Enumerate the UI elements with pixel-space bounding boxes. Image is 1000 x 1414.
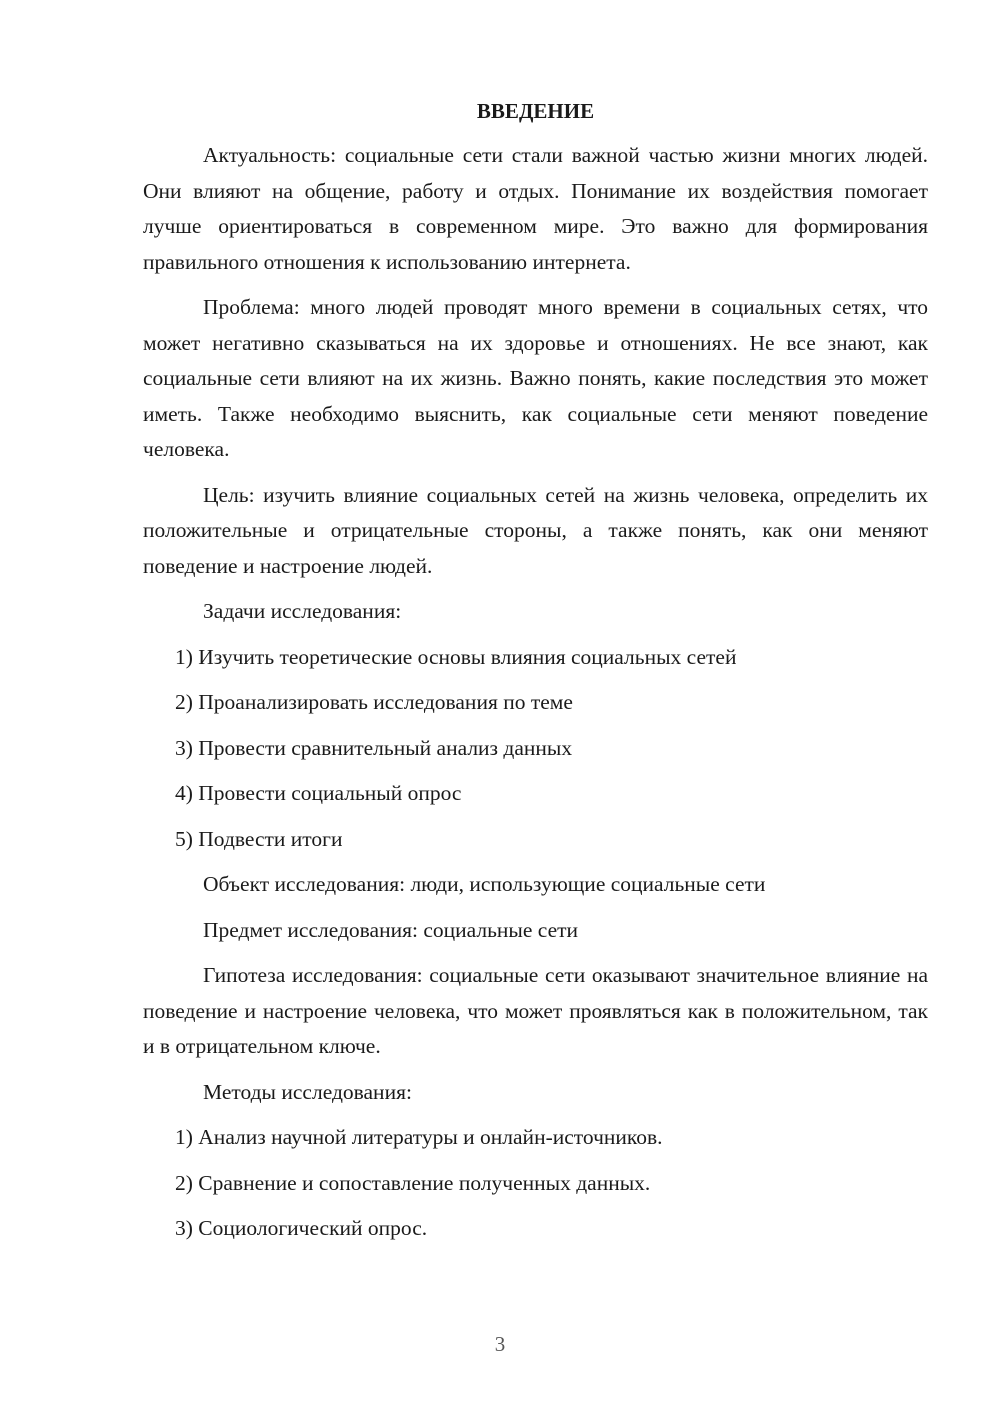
section-title: ВВЕДЕНИЕ: [476, 99, 595, 123]
page-number: 3: [494, 1332, 506, 1356]
tasks-heading: Задачи исследования:: [203, 599, 402, 623]
task-item: 2) Проанализировать исследования по теме: [175, 690, 573, 714]
task-item: 4) Провести социальный опрос: [175, 781, 462, 805]
object-line: Объект исследования: люди, использующие социальные сети: [203, 872, 766, 896]
problem-paragraph: Проблема: много людей проводят много времени в социальных сетях, что может негативно сказываться на их здоровье и отношениях. Не все знают, как социальные сети влияют на их жизнь. Важно понять, какие последствия это может иметь. Также необходимо выяснить, как социальные сети меняют поведение человека.: [143, 295, 928, 461]
task-item: 1) Изучить теоретические основы влияния социальных сетей: [175, 644, 737, 669]
task-item: 5) Подвести итоги: [175, 826, 343, 851]
method-item: 1) Анализ научной литературы и онлайн-источников.: [175, 1125, 663, 1149]
method-item: 3) Социологический опрос.: [175, 1216, 428, 1240]
document-page: [143, 96, 928, 1257]
methods-list: [143, 1120, 928, 1247]
method-item: 2) Сравнение и сопоставление полученных данных.: [175, 1170, 651, 1195]
methods-heading: Методы исследования:: [203, 1079, 412, 1104]
goal-paragraph: Цель: изучить влияние социальных сетей на жизнь человека, определить их положительные и отрицательные стороны, а также понять, как они меняют поведение и настроение людей.: [143, 482, 928, 578]
subject-line: Предмет исследования: социальные сети: [203, 917, 579, 942]
relevance-paragraph: Актуальность: социальные сети стали важной частью жизни многих людей. Они влияют на общение, работу и отдых. Понимание их воздействия помогает лучше ориентироваться в современном мире. Это важно для формирования правильного отношения к использованию интернета.: [143, 143, 928, 274]
task-item: 3) Провести сравнительный анализ данных: [175, 735, 573, 760]
hypothesis-paragraph: Гипотеза исследования: социальные сети оказывают значительное влияние на поведение и настроение человека, что может проявляться как в положительном, так и в отрицательном ключе.: [143, 963, 928, 1058]
tasks-list: [143, 640, 928, 858]
